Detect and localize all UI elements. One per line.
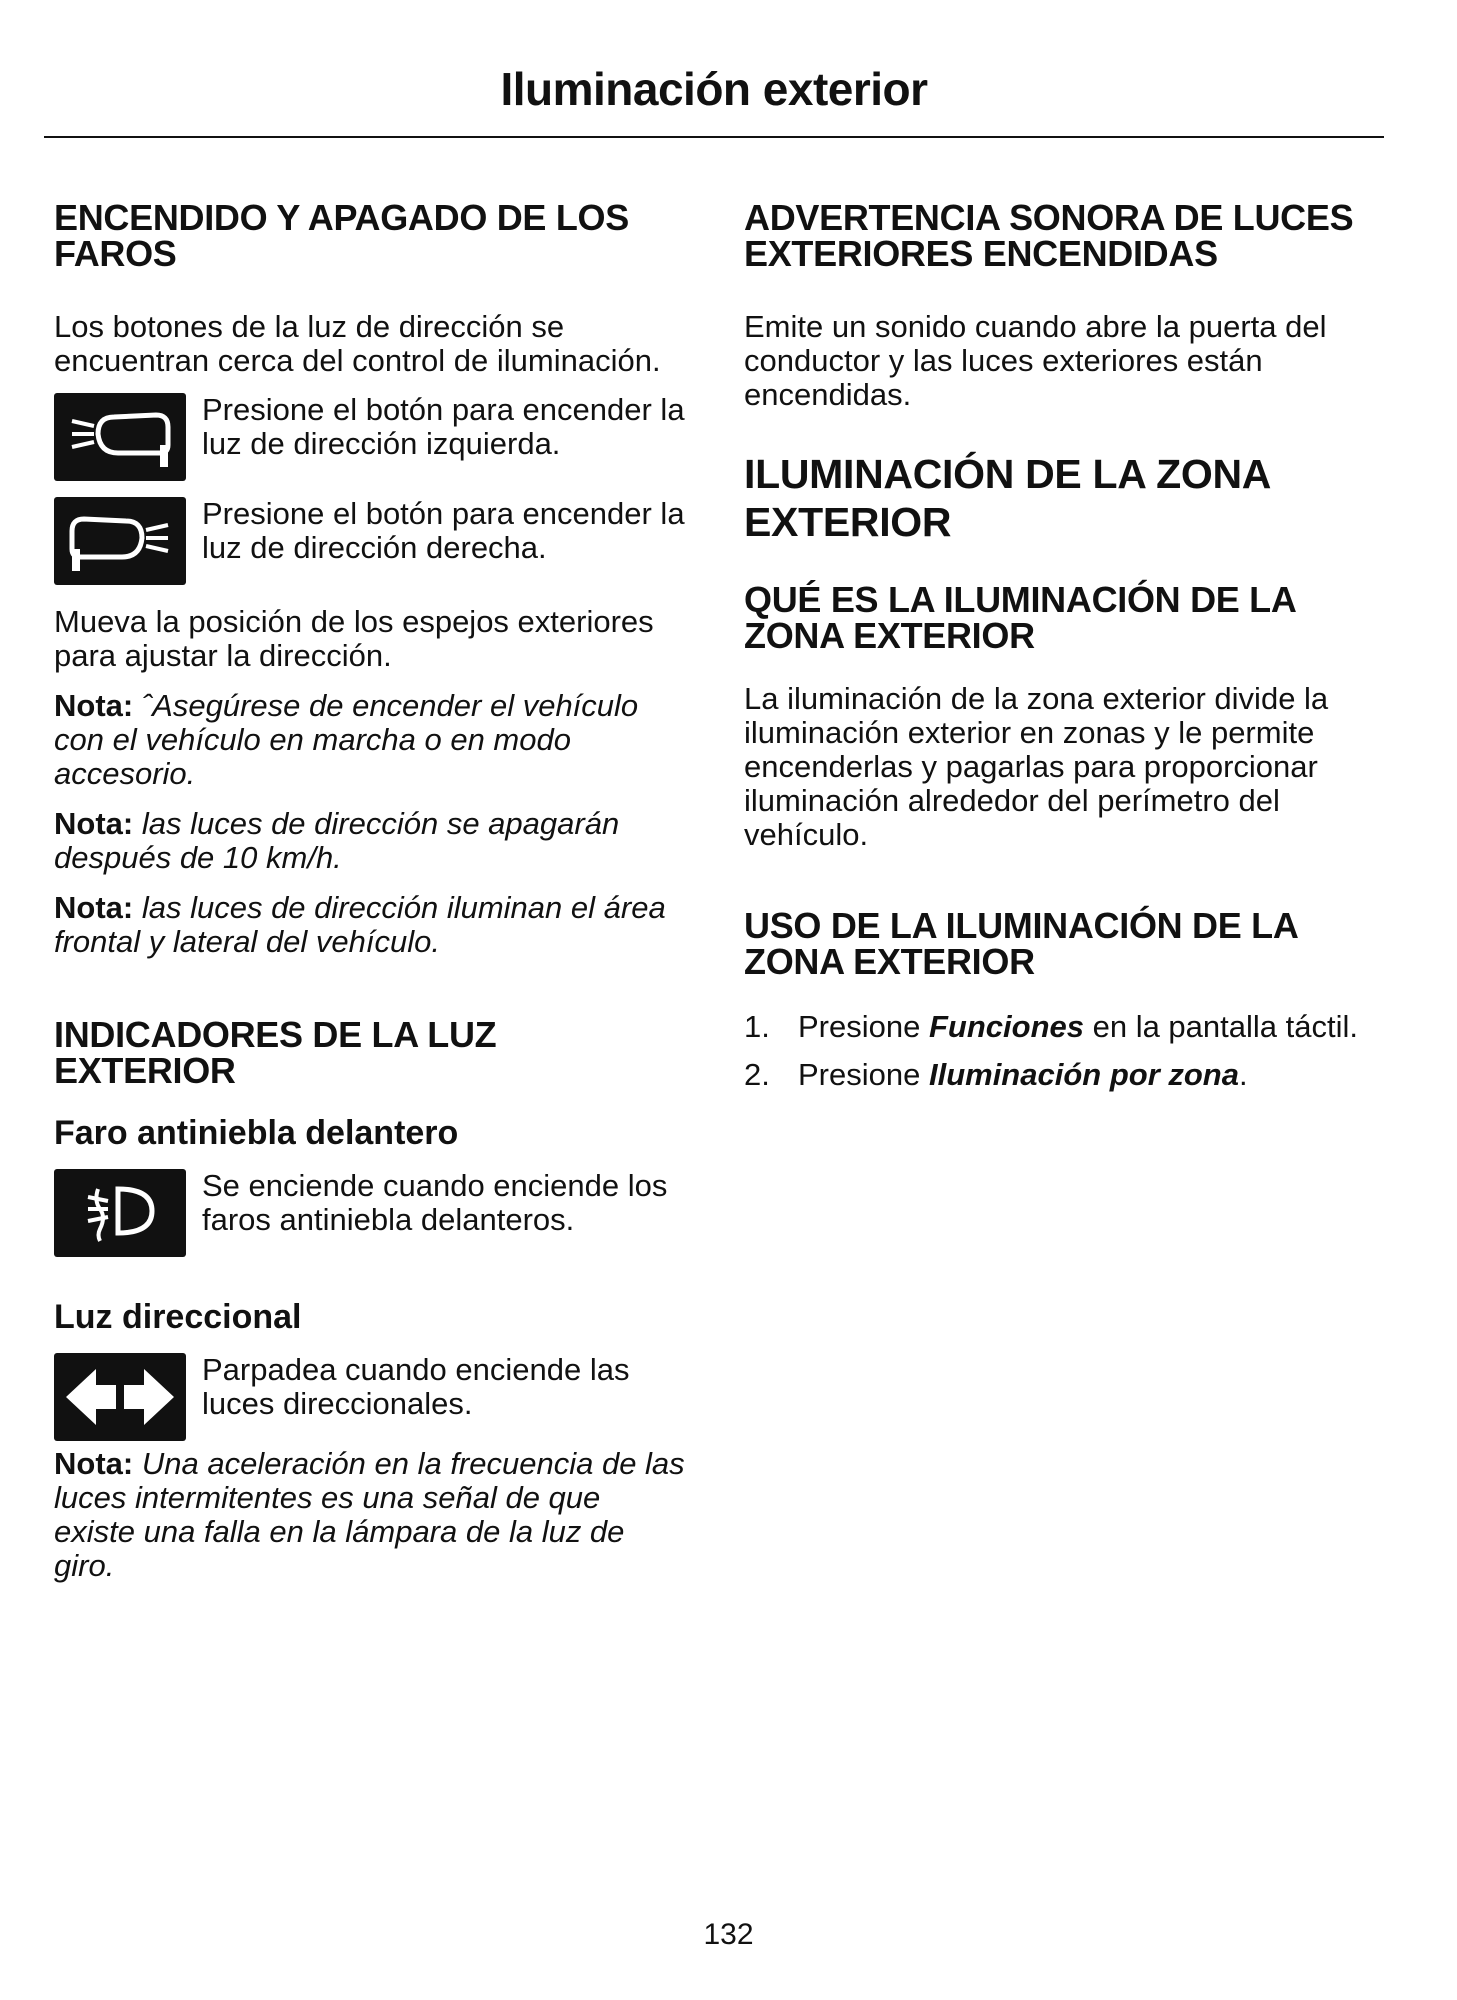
turn-signal-subheading: Luz direccional — [54, 1298, 302, 1336]
page-number: 132 — [703, 1918, 754, 1951]
section-heading-audible-warning: ADVERTENCIA SONORA DE LUCES EXTERIORES ENCENDIDAS — [744, 197, 1354, 274]
note-1-label: Nota: — [54, 688, 134, 723]
step-1-pre: Presione — [798, 1009, 929, 1044]
right-direction-light-text: Presione el botón para encender la luz de dirección derecha. — [202, 496, 685, 565]
step-1-number: 1. — [744, 1009, 770, 1044]
mirror-adjust-text: Mueva la posición de los espejos exteriores para ajustar la dirección. — [54, 604, 654, 673]
section-heading-zone-lighting: ILUMINACIÓN DE LA ZONA EXTERIOR — [744, 451, 1270, 545]
left-column — [54, 197, 686, 1583]
zone-lighting-description: La iluminación de la zona exterior divide la iluminación exterior en zonas y le permite encenderlas y pagarlas para proporcionar iluminación alrededor del perímetro del vehículo. — [744, 681, 1329, 852]
fog-light-row — [54, 1169, 686, 1257]
note-3 — [54, 891, 686, 959]
step-1-bold: Funciones — [928, 1009, 1084, 1044]
left-direction-light-icon — [54, 393, 186, 481]
section-heading-indicators: INDICADORES DE LA LUZ EXTERIOR — [54, 1014, 497, 1091]
right-direction-light-row — [54, 497, 686, 585]
page-title: Iluminación exterior — [500, 63, 928, 115]
note-1-text: ˆAsegúrese de encender el vehículo con el vehículo en marcha o en modo accesorio. — [54, 688, 639, 791]
turn-signal-row — [54, 1353, 686, 1441]
step-2-pre: Presione — [798, 1057, 929, 1092]
note-3-text: las luces de dirección iluminan el área frontal y lateral del vehículo. — [54, 890, 666, 959]
note-turn-signal-label: Nota: — [54, 1446, 134, 1481]
step-2-content — [798, 1058, 1248, 1092]
section-heading-headlamps: ENCENDIDO Y APAGADO DE LOS FAROS — [54, 197, 629, 274]
note-1 — [54, 689, 686, 791]
left-direction-light-text: Presione el botón para encender la luz de dirección izquierda. — [202, 392, 685, 461]
front-fog-light-icon — [54, 1169, 186, 1257]
subheading-using-zone-lighting: USO DE LA ILUMINACIÓN DE LA ZONA EXTERIOR — [744, 905, 1298, 982]
right-direction-light-icon — [54, 497, 186, 585]
turn-signal-text: Parpadea cuando enciende las luces direccionales. — [202, 1352, 630, 1421]
note-turn-signal-text: Una aceleración en la frecuencia de las luces intermitentes es una señal de que existe una falla en la lámpara de la luz de giro. — [54, 1446, 685, 1583]
step-2-post: . — [1238, 1057, 1248, 1092]
step-2-number: 2. — [744, 1057, 770, 1092]
turn-signal-arrows-icon — [54, 1353, 186, 1441]
fog-light-subheading: Faro antiniebla delantero — [54, 1114, 459, 1152]
headlamps-intro: Los botones de la luz de dirección se encuentran cerca del control de iluminación. — [54, 309, 661, 378]
title-divider — [44, 136, 1384, 138]
fog-light-text: Se enciende cuando enciende los faros antiniebla delanteros. — [202, 1168, 668, 1237]
step-1-post: en la pantalla táctil. — [1083, 1009, 1358, 1044]
audible-warning-text: Emite un sonido cuando abre la puerta del conductor y las luces exteriores están encendidas. — [744, 309, 1327, 412]
note-2-label: Nota: — [54, 806, 134, 841]
subheading-what-is-zone-lighting: QUÉ ES LA ILUMINACIÓN DE LA ZONA EXTERIOR — [744, 579, 1296, 656]
note-turn-signal — [54, 1447, 686, 1583]
step-2-bold: Iluminación por zona — [928, 1057, 1239, 1092]
note-2 — [54, 807, 686, 875]
left-direction-light-row — [54, 393, 686, 481]
step-1-content — [798, 1010, 1358, 1044]
note-3-label: Nota: — [54, 890, 134, 925]
step-2 — [744, 1058, 1384, 1092]
step-1 — [744, 1010, 1384, 1044]
note-2-text: las luces de dirección se apagarán después de 10 km/h. — [54, 806, 620, 875]
right-column — [744, 197, 1384, 1092]
zone-lighting-steps — [744, 1010, 1384, 1092]
